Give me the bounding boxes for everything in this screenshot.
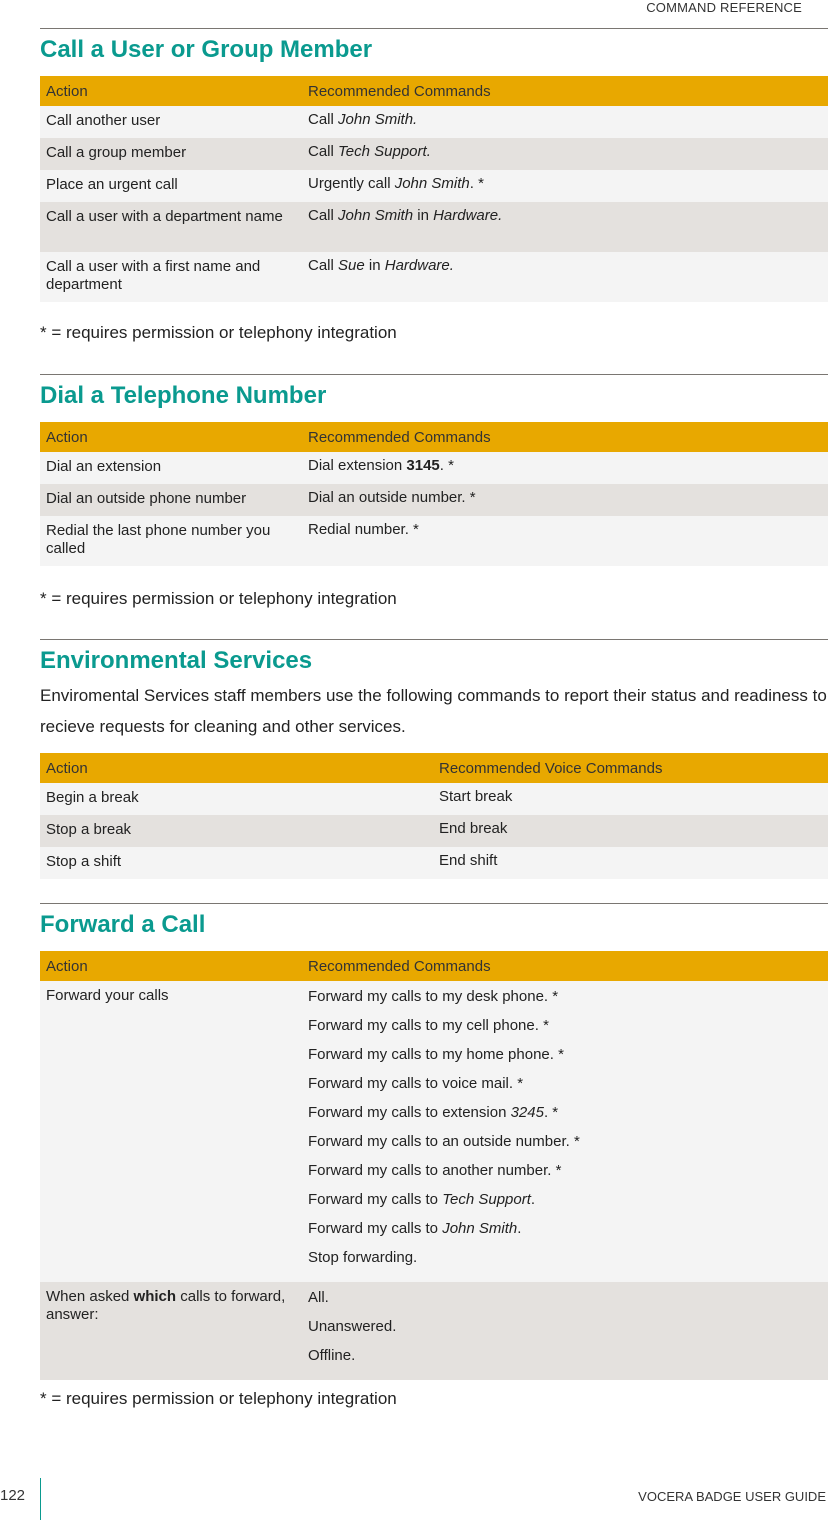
command-line: Stop forwarding. — [308, 1249, 418, 1266]
command-line: All. — [308, 1289, 329, 1306]
table-row — [40, 783, 828, 815]
command-line: Forward my calls to an outside number. * — [308, 1133, 580, 1150]
command-cell: Redial number. * — [302, 516, 828, 566]
footnote: * = requires permission or telephony integration — [40, 589, 397, 608]
action-cell: Stop a break — [40, 815, 433, 847]
table-row — [40, 484, 828, 516]
command-cell: End break — [433, 815, 828, 847]
column-header-commands: Recommended Commands — [302, 422, 828, 452]
table-row — [40, 452, 828, 484]
action-cell: Dial an extension — [40, 452, 302, 484]
action-cell: Call a group member — [40, 138, 302, 170]
commands-table — [40, 422, 828, 566]
command-line: Unanswered. — [308, 1318, 397, 1335]
commands-table — [40, 76, 828, 302]
table-row — [40, 815, 828, 847]
action-cell: Redial the last phone number you called — [40, 516, 302, 566]
command-cell: Call Sue in Hardware. — [302, 252, 828, 302]
command-cell: Call John Smith in Hardware. — [302, 202, 828, 252]
command-line: Forward my calls to Tech Support. — [308, 1191, 536, 1208]
command-line: Offline. — [308, 1347, 356, 1364]
section-environmental — [40, 639, 828, 879]
action-cell: Begin a break — [40, 783, 433, 815]
column-header-action: Action — [40, 951, 302, 981]
running-head: COMMAND REFERENCE — [646, 0, 802, 15]
action-cell: Call a user with a first name and department — [40, 252, 302, 302]
section-title: Call a User or Group Member — [40, 36, 373, 63]
command-cell — [302, 1282, 828, 1380]
action-cell: When asked which calls to forward, answer: — [40, 1282, 302, 1380]
table-row — [40, 516, 828, 566]
table-row — [40, 106, 828, 138]
command-line: Forward my calls to another number. * — [308, 1162, 562, 1179]
column-header-action: Action — [40, 422, 302, 452]
action-cell: Call a user with a department name — [40, 202, 302, 252]
action-cell: Dial an outside phone number — [40, 484, 302, 516]
footer-divider — [40, 1478, 41, 1520]
commands-table — [40, 753, 828, 879]
column-header-action: Action — [40, 753, 433, 783]
command-line: Forward my calls to extension 3245. * — [308, 1104, 559, 1121]
command-cell: End shift — [433, 847, 828, 879]
command-line: Forward my calls to my home phone. * — [308, 1046, 564, 1063]
table-row — [40, 847, 828, 879]
section-divider — [40, 28, 828, 29]
command-cell: Dial an outside number. * — [302, 484, 828, 516]
section-title: Forward a Call — [40, 911, 206, 938]
column-header-action: Action — [40, 76, 302, 106]
command-line: Forward my calls to my cell phone. * — [308, 1017, 549, 1034]
action-cell: Place an urgent call — [40, 170, 302, 202]
command-cell: Dial extension 3145. * — [302, 452, 828, 484]
command-cell: Urgently call John Smith. * — [302, 170, 828, 202]
column-header-commands: Recommended Voice Commands — [433, 753, 828, 783]
section-dial — [40, 374, 828, 566]
action-cell: Forward your calls — [40, 981, 302, 1282]
command-cell: Start break — [433, 783, 828, 815]
column-header-commands: Recommended Commands — [302, 76, 828, 106]
table-row — [40, 202, 828, 252]
command-cell — [302, 981, 828, 1282]
section-divider — [40, 903, 828, 904]
table-row — [40, 1282, 828, 1380]
command-line: Forward my calls to my desk phone. * — [308, 988, 559, 1005]
section-title: Dial a Telephone Number — [40, 382, 327, 409]
section-title: Environmental Services — [40, 647, 313, 674]
section-forward — [40, 903, 828, 1380]
action-cell: Stop a shift — [40, 847, 433, 879]
command-cell: Call John Smith. — [302, 106, 828, 138]
table-row — [40, 252, 828, 302]
command-line: Forward my calls to voice mail. * — [308, 1075, 524, 1092]
section-intro: Enviromental Services staff members use the following commands to report their status and readiness to recieve requests for cleaning and other services. — [40, 686, 827, 736]
footnote: * = requires permission or telephony integration — [40, 1389, 397, 1408]
action-cell: Call another user — [40, 106, 302, 138]
table-row — [40, 170, 828, 202]
guide-title: VOCERA BADGE USER GUIDE — [638, 1489, 826, 1504]
section-divider — [40, 639, 828, 640]
commands-table — [40, 951, 828, 1380]
section-call-user — [40, 28, 828, 302]
section-divider — [40, 374, 828, 375]
column-header-commands: Recommended Commands — [302, 951, 828, 981]
table-row — [40, 981, 828, 1282]
footnote: * = requires permission or telephony integration — [40, 323, 397, 342]
command-cell: Call Tech Support. — [302, 138, 828, 170]
table-row — [40, 138, 828, 170]
page-number: 122 — [0, 1487, 26, 1504]
command-line: Forward my calls to John Smith. — [308, 1220, 522, 1237]
